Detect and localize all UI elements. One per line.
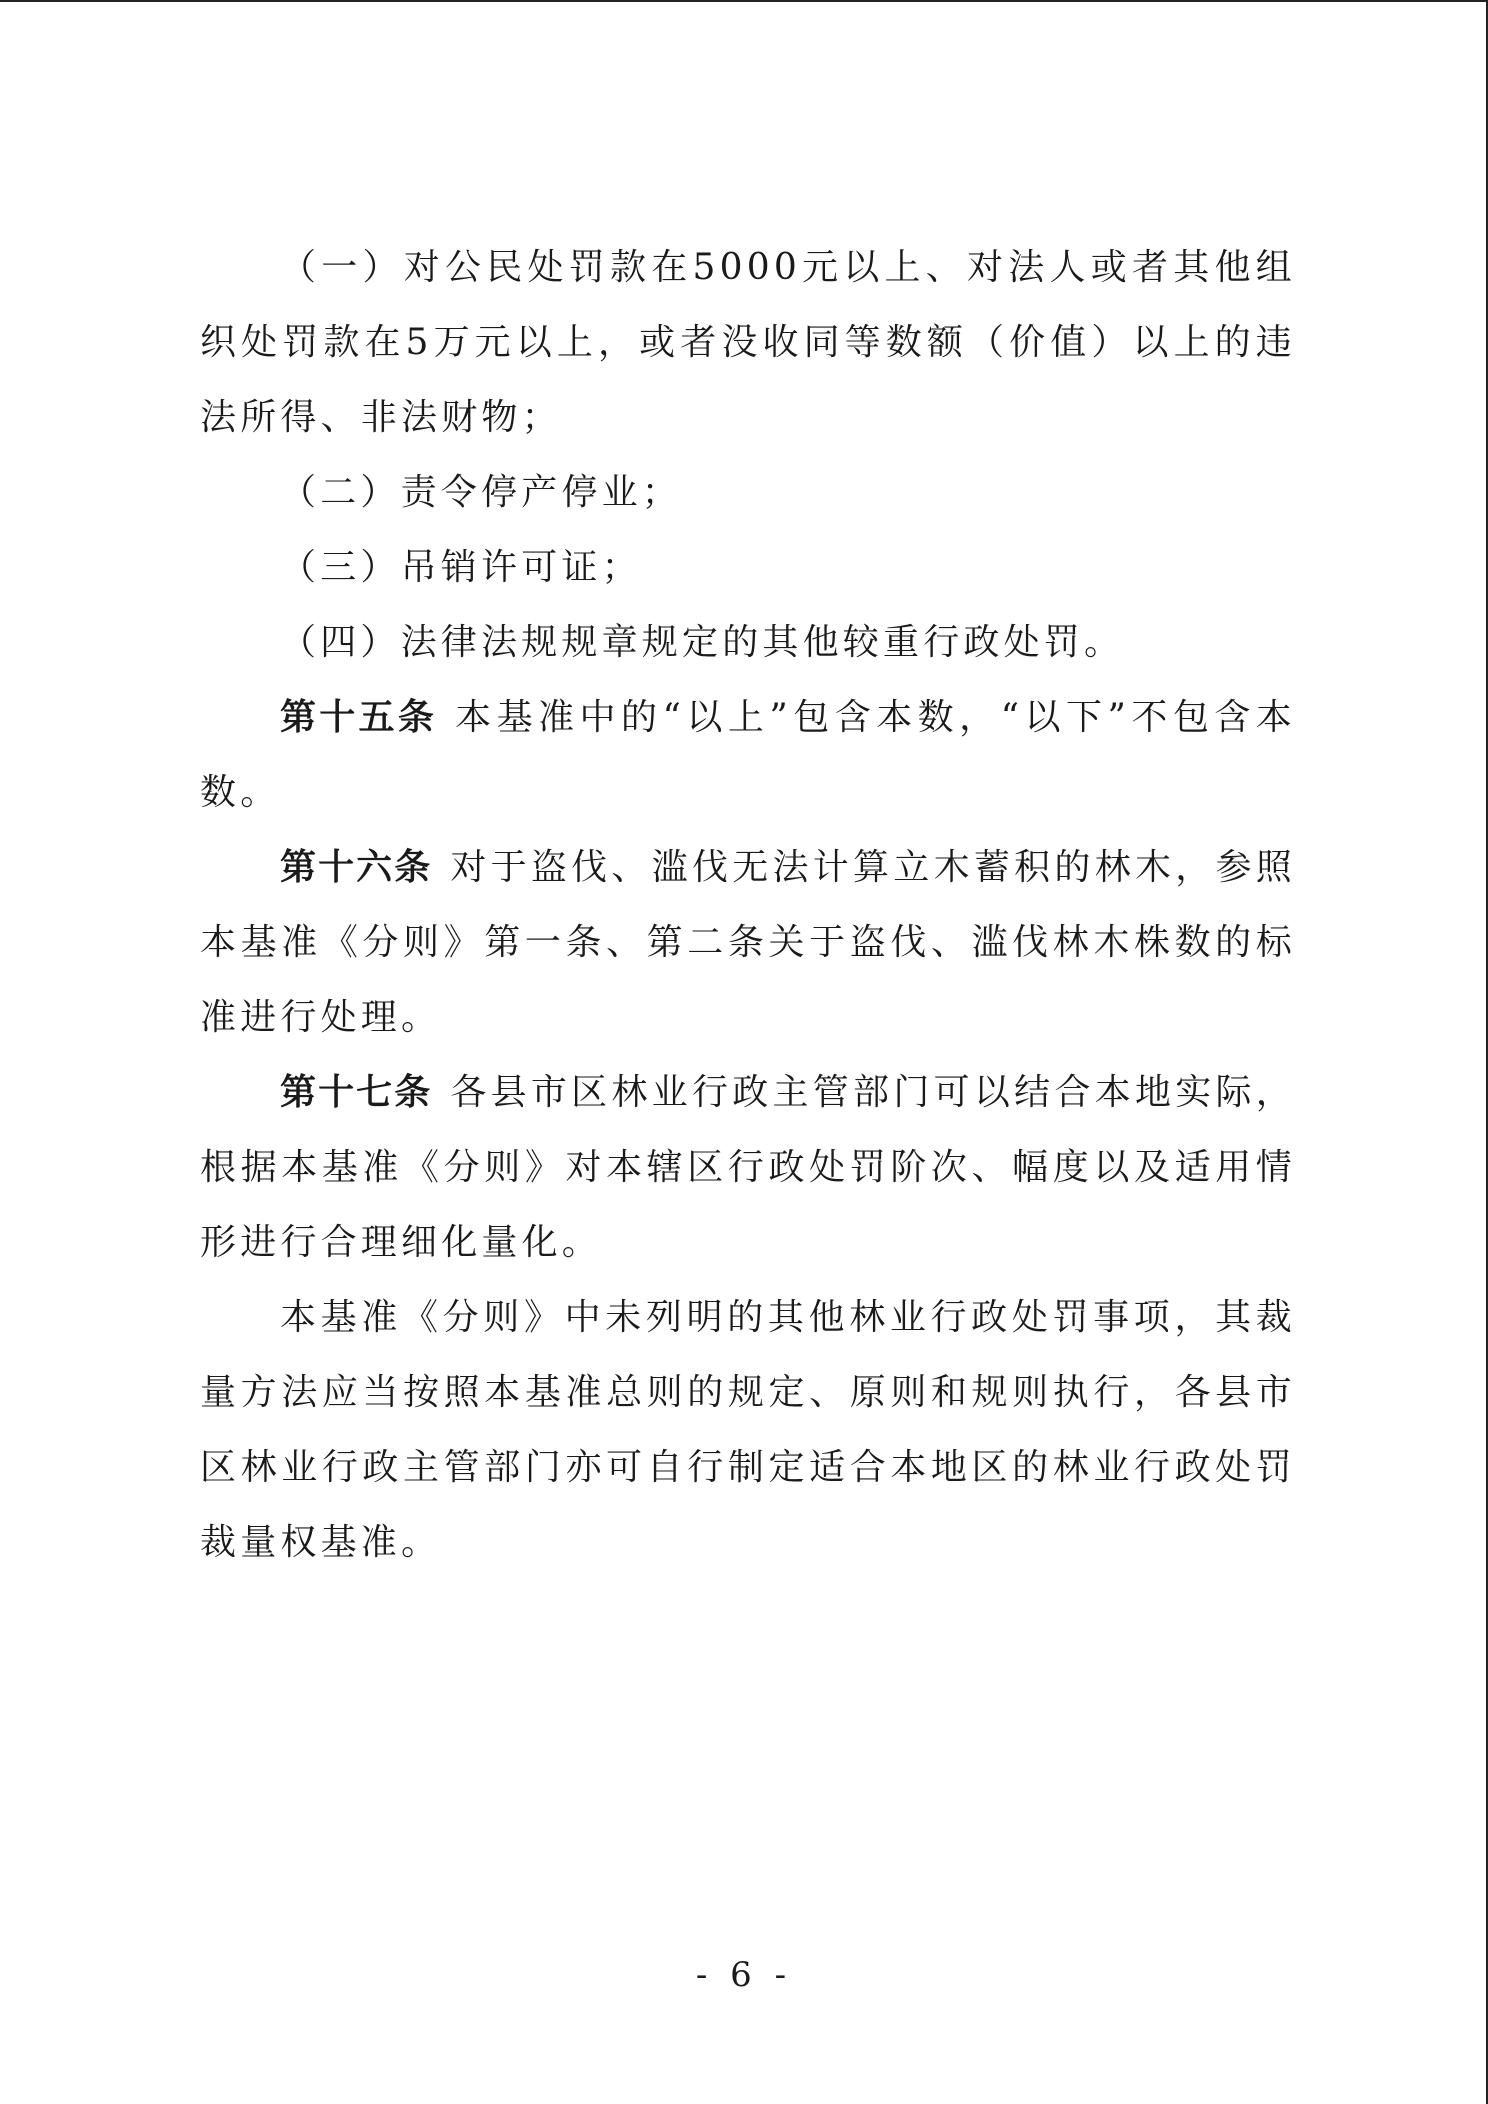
- article-17-label: 第十七条: [280, 1072, 433, 1113]
- article-16: [200, 830, 1296, 1055]
- list-item-4: （四）法律法规规章规定的其他较重行政处罚。: [280, 622, 1125, 663]
- list-item-2: （二）责令停产停业；: [280, 472, 683, 513]
- document-body: [200, 230, 1296, 1580]
- article-15-label: 第十五条: [280, 697, 438, 738]
- list-item-3: （三）吊销许可证；: [280, 547, 642, 588]
- article-16-text: 对于盗伐、滥伐无法计算立木蓄积的林木，参照本基准《分则》第一条、第二条关于盗伐、滥伐林木株数的标准进行处理。: [200, 847, 1296, 1038]
- article-16-label: 第十六条: [280, 847, 433, 888]
- page-number: - 6 -: [695, 1955, 793, 1995]
- article-17-text: 各县市区林业行政主管部门可以结合本地实际，根据本基准《分则》对本辖区行政处罚阶次、幅度以及适用情形进行合理细化量化。: [200, 1072, 1296, 1263]
- closing-paragraph: 本基准《分则》中未列明的其他林业行政处罚事项，其裁量方法应当按照本基准总则的规定、原则和规则执行，各县市区林业行政主管部门亦可自行制定适合本地区的林业行政处罚裁量权基准。: [200, 1297, 1296, 1563]
- list-item-1: （一）对公民处罚款在5000元以上、对法人或者其他组织处罚款在5万元以上，或者没收同等数额（价值）以上的违法所得、非法财物；: [200, 247, 1296, 438]
- article-15: [200, 680, 1296, 830]
- article-17: [200, 1055, 1296, 1280]
- article-15-text: 本基准中的“以上”包含本数，“以下”不包含本数。: [200, 697, 1296, 813]
